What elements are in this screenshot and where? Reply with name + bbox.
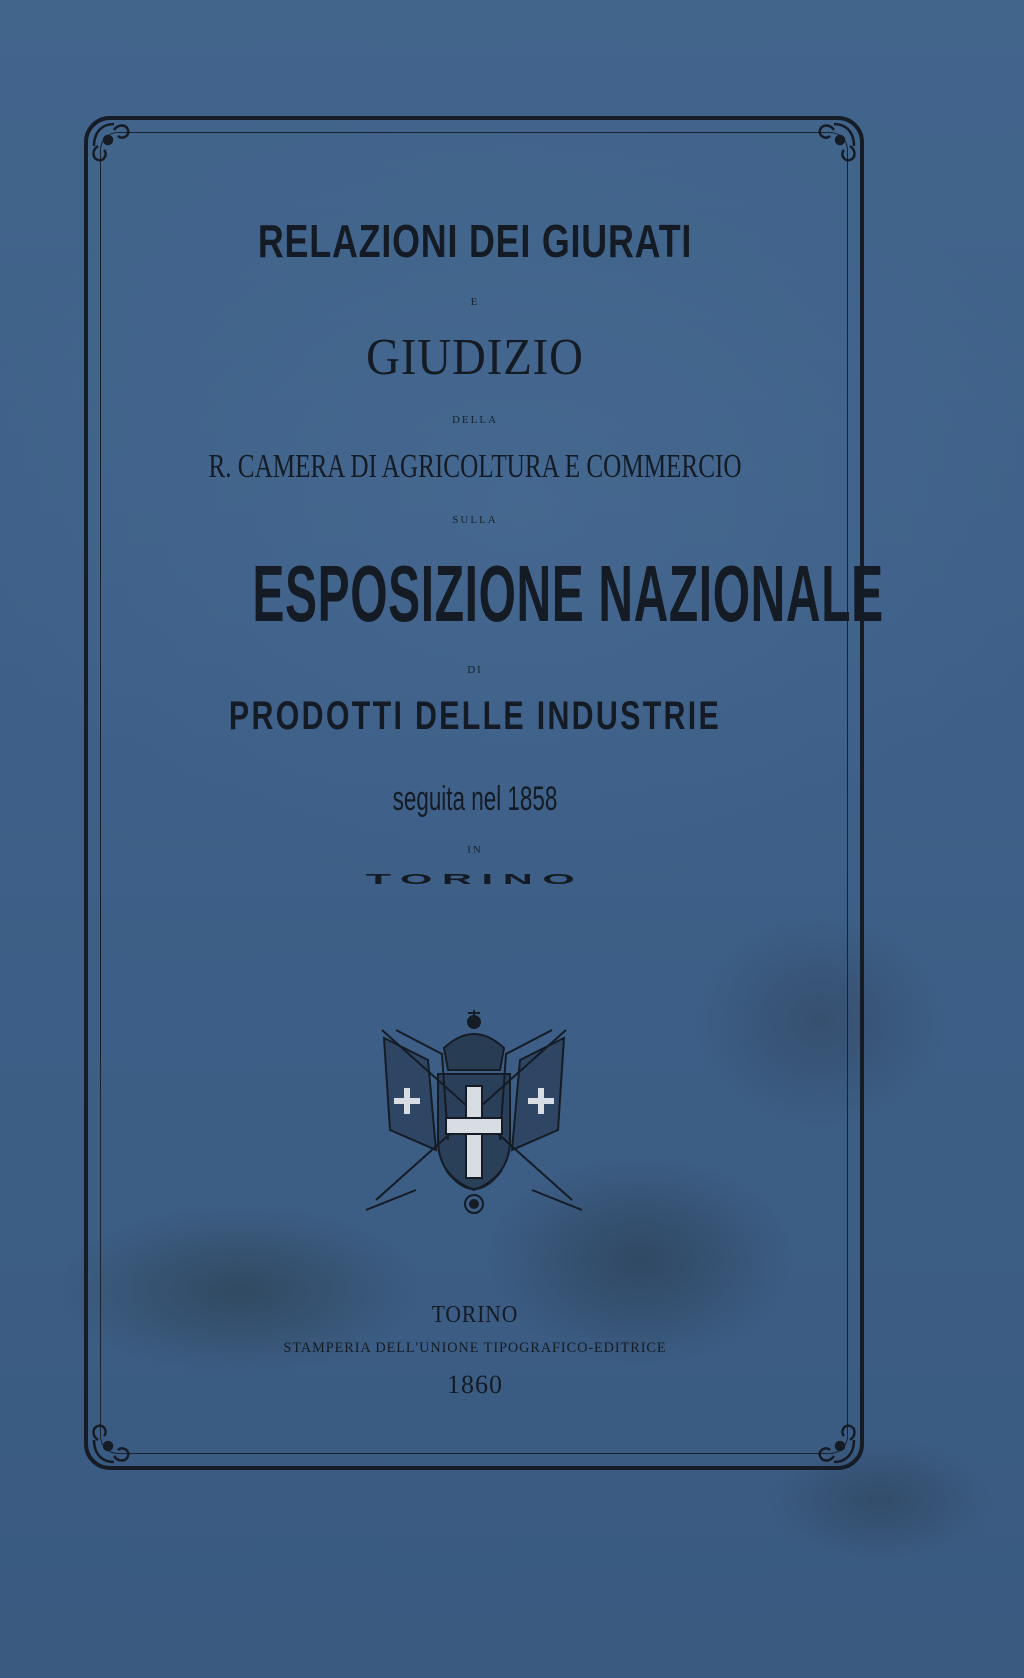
title-relazioni-dei-giurati: RELAZIONI DEI GIURATI: [257, 215, 693, 267]
title-esposizione-nazionale: ESPOSIZIONE NAZIONALE: [252, 549, 884, 638]
connector-e: E: [470, 296, 480, 308]
corner-ornament-top-left-icon: [84, 116, 144, 176]
imprint-city: TORINO: [431, 1302, 519, 1328]
imprint-printer: STAMPERIA DELL'UNIONE TIPOGRAFICO-EDITRICE: [283, 1340, 667, 1356]
title-camera-agricoltura-commercio: R. CAMERA DI AGRICOLTURA E COMMERCIO: [208, 448, 742, 485]
title-prodotti-delle-industrie: PRODOTTI DELLE INDUSTRIE: [228, 694, 722, 738]
connector-sulla: SULLA: [452, 514, 498, 526]
imprint-year: 1860: [447, 1370, 503, 1399]
title-giudizio: GIUDIZIO: [366, 329, 584, 386]
connector-in: IN: [467, 844, 483, 856]
connector-di: DI: [467, 664, 483, 676]
connector-della: DELLA: [451, 414, 499, 426]
savoy-coat-of-arms-icon: [356, 1000, 592, 1220]
corner-ornament-bottom-left-icon: [84, 1410, 144, 1470]
title-torino: TORINO: [365, 870, 585, 888]
corner-ornament-top-right-icon: [804, 116, 864, 176]
corner-ornament-bottom-right-icon: [804, 1410, 864, 1470]
subtitle-seguita-nel: seguita nel 1858: [392, 780, 558, 818]
